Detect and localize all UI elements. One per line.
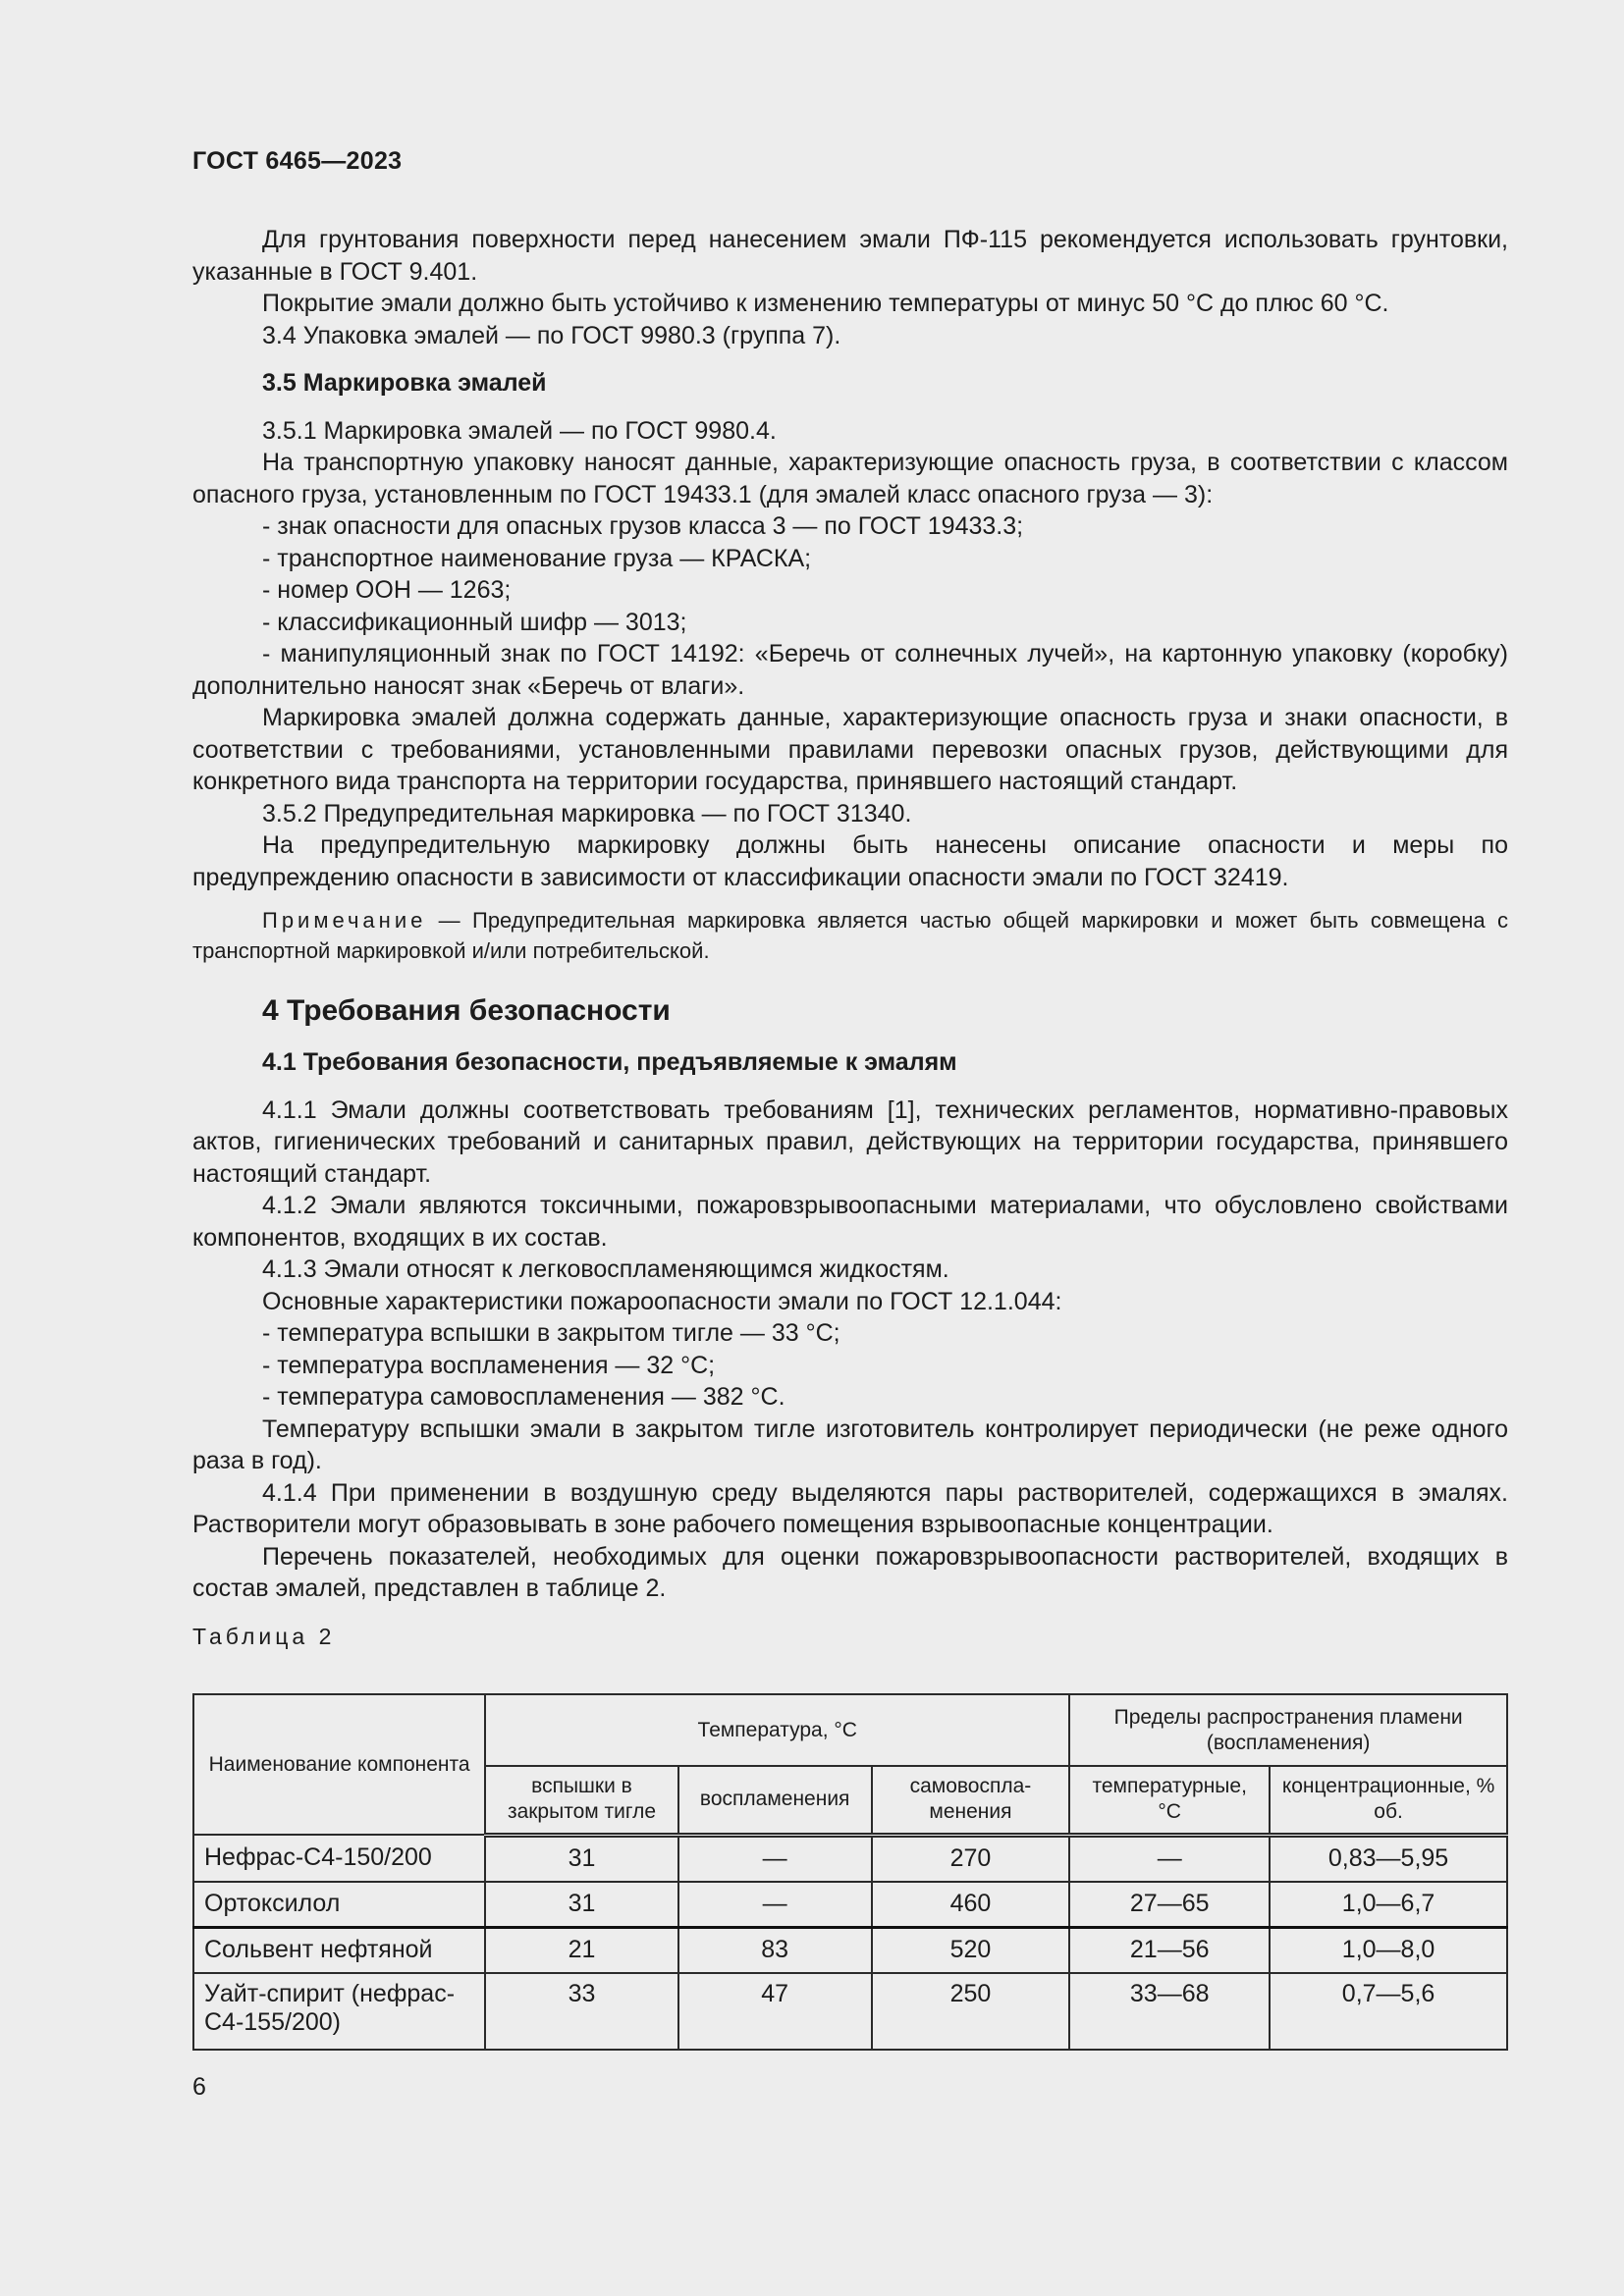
body-text — [192, 224, 1508, 1652]
paragraph: Температуру вспышки эмали в закрытом тигле изготовитель контролирует периодически (не реже одного раза в год). — [192, 1415, 1508, 1474]
table-row — [193, 1973, 1507, 2050]
paragraph: Основные характеристики пожароопасности эмали по ГОСТ 12.1.044: — [262, 1287, 1062, 1315]
cell-conc-limits: 1,0—6,7 — [1270, 1882, 1507, 1928]
section-3-4: 3.4 Упаковка эмалей — по ГОСТ 9980.3 (группа 7). — [262, 321, 841, 349]
column-header-ignition: воспламенения — [678, 1766, 872, 1835]
column-header-temp-limits: температурные, °C — [1069, 1766, 1270, 1835]
table-row — [193, 1835, 1507, 1882]
note — [192, 905, 1508, 966]
cell-name: Уайт-спирит (нефрас-С4-155/200) — [193, 1973, 485, 2050]
cell-autoignition: 250 — [872, 1973, 1070, 2050]
section-3-5-1: 3.5.1 Маркировка эмалей — по ГОСТ 9980.4. — [262, 416, 777, 445]
paragraph: Покрытие эмали должно быть устойчиво к изменению температуры от минус 50 °C до плюс 60 °C. — [262, 290, 1389, 317]
list-item: - транспортное наименование груза — КРАСКА; — [262, 544, 812, 572]
column-header-name: Наименование компонента — [193, 1694, 485, 1835]
list-item: - знак опасности для опасных грузов класса 3 — по ГОСТ 19433.3; — [262, 512, 1024, 540]
list-item: - температура самовоспламенения — 382 °C. — [262, 1383, 785, 1411]
section-heading-4: 4 Требования безопасности — [262, 994, 671, 1027]
section-4-1-4: 4.1.4 При применении в воздушную среду выделяются пары растворителей, содержащихся в эмалях. Растворители могут образовывать в зоне рабочего помещения взрывоопасные концентрации. — [192, 1478, 1508, 1538]
cell-conc-limits: 0,83—5,95 — [1270, 1835, 1507, 1882]
cell-conc-limits: 0,7—5,6 — [1270, 1973, 1507, 2050]
paragraph: Маркировка эмалей должна содержать данные, характеризующие опасность груза и знаки опасности, в соответствии с требованиями, установленными правилами перевозки опасных грузов, действующими для конкретного вида транспорта на территории государства, принявшего настоящий стандарт. — [192, 704, 1508, 795]
section-heading-4-1: 4.1 Требования безопасности, предъявляемые к эмалям — [262, 1048, 957, 1076]
cell-flash: 33 — [485, 1973, 678, 2050]
list-item: - температура вспышки в закрытом тигле — 33 °C; — [262, 1319, 840, 1347]
cell-name: Ортоксилол — [193, 1882, 485, 1928]
column-header-autoignition: самовоспла-менения — [872, 1766, 1070, 1835]
column-header-conc-limits: концентрационные, % об. — [1270, 1766, 1507, 1835]
cell-temp-limits: 27—65 — [1069, 1882, 1270, 1928]
cell-name: Нефрас-С4-150/200 — [193, 1835, 485, 1882]
cell-temp-limits: — — [1069, 1835, 1270, 1882]
note-label: Примечание — [262, 908, 427, 933]
table-row — [193, 1882, 1507, 1928]
cell-temp-limits: 33—68 — [1069, 1973, 1270, 2050]
section-3-5-2: 3.5.2 Предупредительная маркировка — по ГОСТ 31340. — [262, 799, 912, 828]
section-4-1-1: 4.1.1 Эмали должны соответствовать требованиям [1], технических регламентов, нормативно-правовых актов, гигиенических требований и санитарных правил, действующих на территории государства, принявшего настоящий стандарт. — [192, 1095, 1508, 1188]
cell-conc-limits: 1,0—8,0 — [1270, 1927, 1507, 1973]
cell-ignition: — — [678, 1835, 872, 1882]
column-group-flame-limits: Пределы распространения пламени (воспламенения) — [1069, 1694, 1507, 1766]
cell-flash: 31 — [485, 1882, 678, 1928]
page-number: 6 — [192, 2073, 206, 2101]
cell-name: Сольвент нефтяной — [193, 1927, 485, 1973]
cell-autoignition: 460 — [872, 1882, 1070, 1928]
table-caption: Таблица 2 — [192, 1623, 336, 1649]
paragraph: Перечень показателей, необходимых для оценки пожаровзрывоопасности растворителей, входящих в состав эмалей, представлен в таблице 2. — [192, 1542, 1508, 1602]
section-4-1-2: 4.1.2 Эмали являются токсичными, пожаровзрывоопасными материалами, что обусловлено свойствами компонентов, входящих в их состав. — [192, 1192, 1508, 1252]
cell-flash: 21 — [485, 1927, 678, 1973]
list-item: - классификационный шифр — 3013; — [262, 608, 687, 636]
cell-autoignition: 270 — [872, 1835, 1070, 1882]
section-4-1-3: 4.1.3 Эмали относят к легковоспламеняющимся жидкостям. — [262, 1255, 949, 1283]
cell-ignition: 83 — [678, 1927, 872, 1973]
list-item: - температура воспламенения — 32 °C; — [262, 1351, 716, 1379]
cell-flash: 31 — [485, 1835, 678, 1882]
column-group-temperature: Температура, °C — [485, 1694, 1069, 1766]
cell-ignition: — — [678, 1882, 872, 1928]
solvent-properties-table — [192, 1693, 1508, 2051]
column-header-flash: вспышки в закрытом тигле — [485, 1766, 678, 1835]
cell-autoignition: 520 — [872, 1927, 1070, 1973]
paragraph: Для грунтования поверхности перед нанесением эмали ПФ-115 рекомендуется использовать грунтовки, указанные в ГОСТ 9.401. — [192, 226, 1508, 286]
section-heading-3-5: 3.5 Маркировка эмалей — [262, 369, 547, 397]
paragraph: На транспортную упаковку наносят данные, характеризующие опасность груза, в соответствии с классом опасного груза, установленным по ГОСТ 19433.1 (для эмалей класс опасного груза — 3): — [192, 449, 1508, 508]
cell-ignition: 47 — [678, 1973, 872, 2050]
document-id-header: ГОСТ 6465—2023 — [192, 147, 403, 175]
cell-temp-limits: 21—56 — [1069, 1927, 1270, 1973]
list-item: - номер ООН — 1263; — [262, 576, 512, 604]
list-item: - манипуляционный знак по ГОСТ 14192: «Беречь от солнечных лучей», на картонную упаковку (коробку) дополнительно наносят знак «Беречь от влаги». — [192, 640, 1508, 700]
paragraph: На предупредительную маркировку должны быть нанесены описание опасности и меры по предупреждению опасности в зависимости от классификации опасности эмали по ГОСТ 32419. — [192, 831, 1508, 891]
table-row — [193, 1927, 1507, 1973]
note-text: — Предупредительная маркировка является частью общей маркировки и может быть совмещена с транспортной маркировкой и/или потребительской. — [192, 908, 1508, 963]
